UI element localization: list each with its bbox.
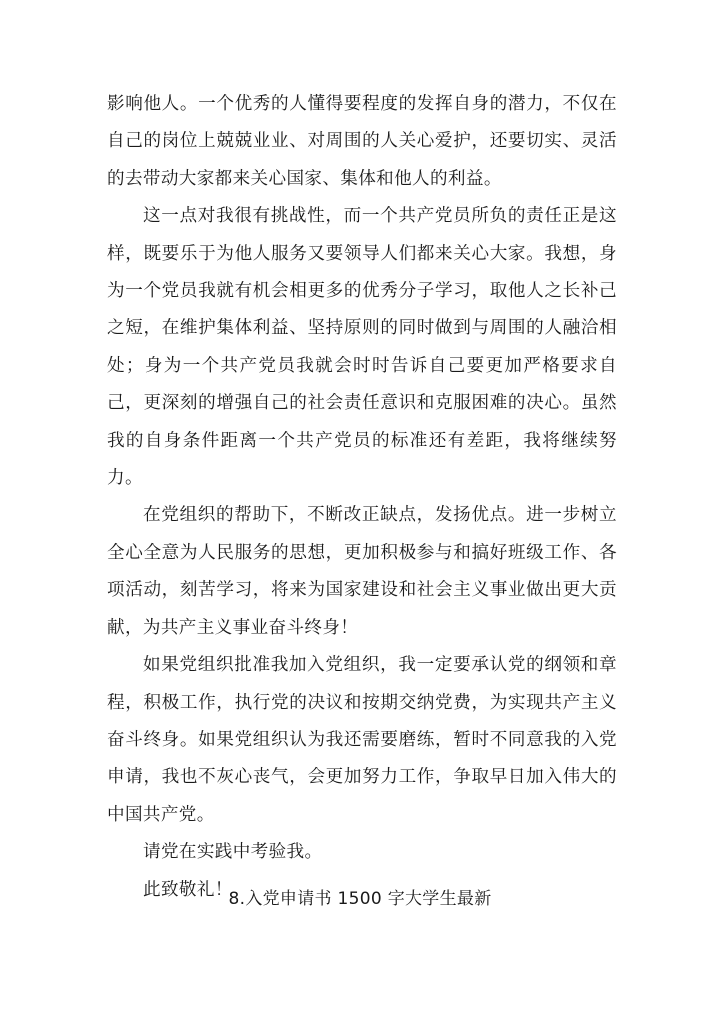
paragraph-continuation: 影响他人。一个优秀的人懂得要程度的发挥自身的潜力，不仅在自己的岗位上兢兢业业、对周围的人关心爱护，还要切实、灵活的去带动大家都来关心国家、集体和他人的利益。 [107,94,617,189]
paragraph: 请党在实践中考验我。 [143,842,323,863]
document-body [107,86,617,909]
closing-salutation: 此致敬礼！ [143,879,233,900]
paragraph: 如果党组织批准我加入党组织，我一定要承认党的纲领和章程，积极工作，执行党的决议和按期交纳党费，为实现共产主义奋斗终身。如果党组织认为我还需要磨练，暂时不同意我的入党申请，我也不灰心丧气，会更加努力工作，争取早日加入伟大的中国共产党。 [107,655,617,825]
paragraph: 这一点对我很有挑战性，而一个共产党员所负的责任正是这样，既要乐于为他人服务又要领导人们都来关心大家。我想，身为一个党员我就有机会相更多的优秀分子学习，取他人之长补己之短，在维护集体利益、坚持原则的同时做到与周围的人融洽相处；身为一个共产党员我就会时时告诉自己要更加严格要求自己，更深刻的增强自己的社会责任意识和克服困难的决心。虽然我的自身条件距离一个共产党员的标准还有差距，我将继续努力。 [107,206,617,489]
paragraph: 在党组织的帮助下，不断改正缺点，发扬优点。进一步树立全心全意为人民服务的思想，更加积极参与和搞好班级工作、各项活动，刻苦学习，将来为国家建设和社会主义事业做出更大贡献，为共产主义事业奋斗终身！ [107,505,617,638]
section-heading: 8.入党申请书 1500 字大学生最新 [228,889,492,909]
